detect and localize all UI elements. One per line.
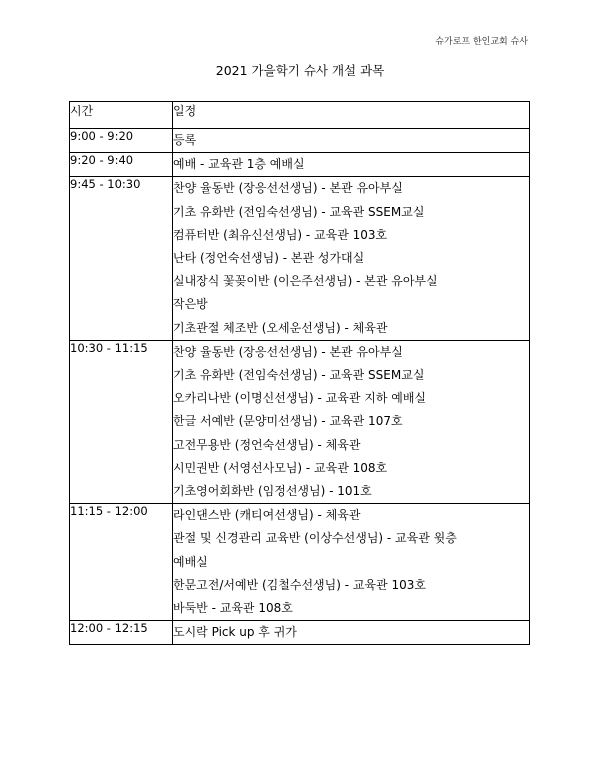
time-cell: 12:00 - 12:15 xyxy=(70,621,173,645)
schedule-item: 예배 - 교육관 1층 예배실 xyxy=(173,157,305,172)
schedule-item: 도시락 Pick up 후 귀가 xyxy=(173,625,297,640)
schedule-item: 등록 xyxy=(173,133,197,147)
schedule-item: 오카리나반 (이명신선생님) - 교육관 지하 예배실 xyxy=(173,391,427,406)
table-row xyxy=(70,129,530,153)
table-row xyxy=(70,177,530,340)
schedule-item: 찬양 율동반 (장응선선생님) - 본관 유아부실 xyxy=(173,344,403,359)
schedule-item: 관절 및 신경관리 교육반 (이상수선생님) - 교육관 윗층 xyxy=(173,531,457,546)
schedule-item: 기초관절 체조반 (오세운선생님) - 체육관 xyxy=(173,320,388,335)
schedule-item: 작은방 xyxy=(173,297,208,312)
schedule-item: 난타 (정언숙선생님) - 본관 성가대실 xyxy=(173,251,365,266)
table-row xyxy=(70,621,530,645)
organization-name: 슈가로프 한인교회 슈사 xyxy=(435,37,528,47)
schedule-cell xyxy=(173,621,530,645)
time-cell: 11:15 - 12:00 xyxy=(70,504,173,621)
time-cell: 9:00 - 9:20 xyxy=(70,129,173,153)
schedule-item: 기초영어회화반 (임정선생님) - 101호 xyxy=(173,484,372,499)
column-header-time: 시간 xyxy=(70,102,173,129)
schedule-item: 바둑반 - 교육관 108호 xyxy=(173,601,293,616)
time-cell: 10:30 - 11:15 xyxy=(70,340,173,503)
time-cell: 9:20 - 9:40 xyxy=(70,153,173,177)
schedule-item: 기초 유화반 (전임숙선생님) - 교육관 SSEM교실 xyxy=(173,204,425,219)
schedule-item: 라인댄스반 (캐티여선생님) - 체육관 xyxy=(173,508,361,523)
schedule-item: 컴퓨터반 (최유신선생님) - 교육관 103호 xyxy=(173,227,388,242)
table-row xyxy=(70,153,530,177)
document-title: 2021 가을학기 슈사 개설 과목 xyxy=(215,63,385,78)
schedule-item: 한문고전/서예반 (김철수선생님) - 교육관 103호 xyxy=(173,577,426,592)
schedule-item: 기초 유화반 (전임숙선생님) - 교육관 SSEM교실 xyxy=(173,368,425,383)
time-cell: 9:45 - 10:30 xyxy=(70,177,173,340)
column-header-schedule: 일정 xyxy=(173,102,530,129)
schedule-item: 예배실 xyxy=(173,554,208,569)
schedule-cell xyxy=(173,340,530,503)
schedule-item: 고전무용반 (정언숙선생님) - 체육관 xyxy=(173,437,361,452)
schedule-cell xyxy=(173,177,530,340)
table-row xyxy=(70,340,530,503)
schedule-table xyxy=(69,101,530,645)
schedule-item: 시민권반 (서영선사모님) - 교육관 108호 xyxy=(173,460,388,475)
schedule-item: 실내장식 꽃꽂이반 (이은주선생님) - 본관 유아부실 xyxy=(173,274,438,289)
schedule-cell xyxy=(173,129,530,153)
table-row xyxy=(70,504,530,621)
schedule-cell xyxy=(173,153,530,177)
table-header-row xyxy=(70,102,530,129)
schedule-cell xyxy=(173,504,530,621)
schedule-item: 찬양 율동반 (장응선선생님) - 본관 유아부실 xyxy=(173,181,403,196)
schedule-item: 한글 서예반 (문양미선생님) - 교육관 107호 xyxy=(173,414,403,429)
